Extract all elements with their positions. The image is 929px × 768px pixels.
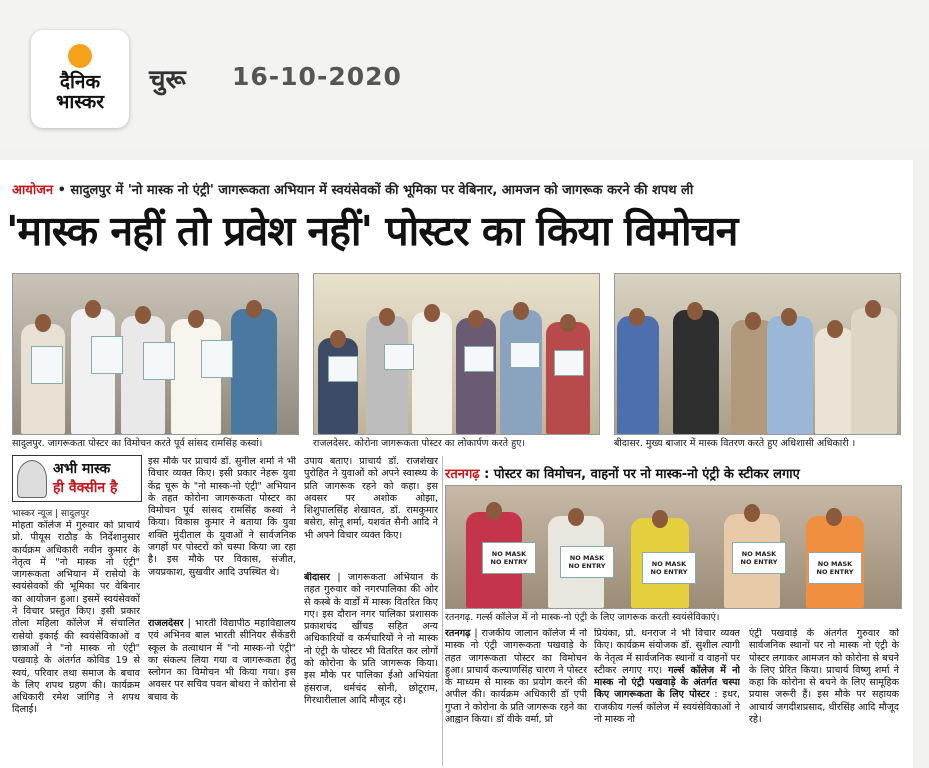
photo-caption: रतनगढ़. गर्ल्स कॉलेज में नो मास्क-नो एंट्री के लिए जागरूक करती स्वयंसेविकाएं। [445, 612, 720, 623]
sun-icon [68, 44, 92, 68]
byline: भास्कर न्यूज | सादुलपुर [12, 509, 90, 519]
poster-card [510, 342, 540, 368]
kicker-tag: आयोजन [12, 183, 54, 198]
article-column-3a: उपाय बताए। प्राचार्य डॉ. राजशेखर पुरोहित ने युवाओं को अपने स्वास्थ्य के प्रति जागरूक रहने को कहा। इस अवसर पर अशोक ओझा, शिशुपालसिंह शेखावत, डॉ. रामकुमार बसेरा, सोनू शर्मा, यशवंत सैनी आदि ने भी अपने विचार व्यक्त किए। [304, 456, 438, 541]
article-column-5 [594, 628, 740, 766]
column-4-text: | राजकीय जालान कॉलेज में नो मास्क नो एंट्री जागरूकता पखवाड़े के तहत जागरूकता पोस्टर का विमोचन हुआ। प्राचार्य कल्याणसिंह चारण ने पोस्टर के माध्यम से मास्क का प्रयोग करने की अपील की। कार्यक्रम अधिकारी डॉ एपी गुप्ता ने कोरोना के प्रति जागरूक रहने का आह्वान किया। डॉ वीके वर्मा, प्रो [445, 628, 587, 726]
photo-caption: बीदासर. मुख्य बाजार में मास्क वितरण करते हुए अधिशासी अधिकारी । [614, 438, 856, 449]
dateline-bidasar: बीदासर [304, 572, 330, 583]
edition-date[interactable]: 16-10-2020 [232, 62, 402, 91]
ratangarh-subhead [445, 464, 800, 482]
column-2b-text: | भारती विद्यापीठ महाविद्यालय एवं अभिनव बाल भारती सीनियर सैकेंडरी स्कूल के तत्वाधान में "नो मास्क-नो एंट्री" का संकल्प लिया गया व जागरूकता हेतु स्लोगन का विमोचन भी किया गया। इस अवसर पर सचिव पवन बोथरा ने कोरोना से बचाव के [148, 618, 296, 703]
poster-card [31, 346, 63, 384]
subhead-text: : पोस्टर का विमोचन, वाहनों पर नो मास्क-नो एंट्री के स्टीकर लगाए [479, 467, 800, 482]
photo-bidasar [614, 273, 901, 435]
poster-card [464, 346, 494, 372]
poster-card [328, 356, 358, 382]
dateline-ratangarh: रतनगढ़ [445, 628, 471, 639]
column-5a-text: प्रियंका, प्रो. धनराज ने भी विचार व्यक्त किए। कार्यक्रम संयोजक डॉ. सुशील त्यागी के नेतृत्व में सार्वजनिक स्थानों व वाहनों पर स्टीकर लगाए गए। [594, 628, 740, 676]
kicker-text: • सादुलपुर में 'नो मास्क नो एंट्री' जागरूकता अभियान में स्वयंसेवकों की भूमिका पर वेबिनार, आमजन को जागरूक करने की शपथ ली [53, 183, 694, 198]
photo-sadulpur [12, 273, 299, 435]
poster-card [201, 340, 233, 378]
column-5b-text: : इधर, राजकीय गर्ल्स कॉलेज में स्वयंसेविकाओं ने नो मास्क नो [594, 689, 740, 726]
dateline-rajaldesar: राजलदेसर [148, 618, 184, 629]
poster-card [384, 344, 414, 370]
no-mask-placard: NO MASK NO ENTRY [808, 552, 862, 584]
masked-face-icon [17, 460, 47, 498]
no-mask-placard: NO MASK NO ENTRY [642, 552, 696, 584]
no-mask-placard: NO MASK NO ENTRY [482, 542, 536, 574]
edition-city[interactable]: चुरू [149, 65, 186, 95]
poster-card [91, 336, 123, 374]
subhead-place: रतनगढ़ [445, 467, 480, 482]
photo-caption: सादुलपुर. जागरूकता पोस्टर का विमोचन करते पूर्व सांसद रामसिंह कस्वां। [12, 438, 263, 449]
girls-college-subhead: गर्ल्स कॉलेज में नो मास्क नो एंट्री पखवाड़े के अंतर्गत चस्पा किए जागरूकता के लिए पोस्टर [594, 664, 740, 701]
photo-rajaldesar [313, 273, 600, 435]
mask-vaccine-badge [12, 455, 142, 502]
no-mask-placard: NO MASK NO ENTRY [560, 546, 614, 578]
article-column-6: एंट्री पखवाड़े के अंतर्गत गुरुवार को सार्वजनिक स्थानों पर नो मास्क नो एंट्री के पोस्टर लगाकर आमजन को कोरोना से बचने के लिए प्रेरित किया। प्राचार्य विष्णु शर्मा ने कहा कि कोरोना से बचने के लिए सामूहिक प्रयास जरूरी हैं। इस मौके पर सहायक आचार्य जगदीशप्रसाद, धीरसिंह आदि मौजूद रहे। [749, 628, 899, 726]
article-column-4 [445, 628, 587, 766]
dainik-bhaskar-logo[interactable] [31, 30, 129, 128]
article-column-2b [148, 618, 296, 766]
badge-line2: ही वैक्सीन है [53, 480, 118, 496]
newspaper-clipping [0, 160, 913, 768]
article-column-3b [304, 572, 438, 766]
article-column-1: मोहता कॉलेज में गुरुवार को प्राचार्य प्रो. पीयूस राठौड़ के निर्देशानुसार कार्यक्रम अधिकारी नवीन कुमार के नेतृत्व में "नो मास्क नो एंट्री" जागरूकता अभियान में रासेयो के स्वयंसेवकों की भूमिका पर वेबिनार का आयोजन हुआ। इसमें स्वयंसेवकों ने विचार प्रस्तुत किए। इसी प्रकार तोला महिला कॉलेज में संचालित रासेयो इकाई की स्वयंसेविकाओं व छात्राओं ने "नो मास्क नो एंट्री" पखवाड़े के अंतर्गत कोविड 19 से स्वयं, परिवार तथा समाज के बचाव के लिए शपथ ग्रहण की। कार्यक्रम अधिकारी रमेश जांगिड़ ने शपथ दिलाई। [12, 520, 140, 716]
article-headline: 'मास्क नहीं तो प्रवेश नहीं' पोस्टर का किया विमोचन [6, 207, 738, 255]
column-3b-text: | जागरूकता अभियान के तहत गुरुवार को नगरपालिका की ओर से कस्बे के वार्डों में मास्क वितरित किए गए। इस दौरान नगर पालिका प्रशासक प्रकाशचंद खींचड़ सहित अन्य अधिकारियों व कर्मचारियों ने नो मास्क नो एंट्री के पोस्टर भी वितरित कर लोगों को कोरोना के प्रति जागरूक किया। इस मौके पर पालिका ईओ अभियंता हंसराज, धर्मचंद सोनी, छोटूराम, गिरधारीलाल आदि मौजूद रहे। [304, 572, 438, 706]
article-column-2a: इस मौके पर प्राचार्य डॉ. सुनील शर्मा ने भी विचार व्यक्त किए। इसी प्रकार नेहरू युवा केंद्र चूरू के "नो मास्क-नो एंट्री" अभियान के तहत कोरोना जागरूकता पोस्टर का विमोचन पूर्व सांसद रामसिंह कस्वां ने किया। विकास कुमार ने बताया कि युवा शक्ति मुंदीताल के युवाओं ने सार्वजनिक जगहों पर पोस्टरों को चस्पा किया जा रहा है। इस मौके पर विकास, संजीत, जयप्रकाश, सुखवीर आदि उपस्थित थे। [148, 456, 296, 578]
photo-ratangarh [445, 485, 902, 609]
poster-card [554, 350, 584, 376]
logo-text-line2: भास्कर [55, 91, 105, 113]
app-header [0, 0, 929, 150]
no-mask-placard: NO MASK NO ENTRY [732, 542, 786, 574]
column-divider [442, 456, 443, 766]
photo-caption: राजलदेसर. कोरोना जागरूकता पोस्टर का लोकार्पण करते हुए। [313, 438, 525, 449]
badge-line1: अभी मास्क [53, 461, 111, 477]
article-kicker [12, 180, 693, 198]
poster-card [143, 342, 175, 380]
logo-text-line1: दैनिक [59, 71, 101, 93]
